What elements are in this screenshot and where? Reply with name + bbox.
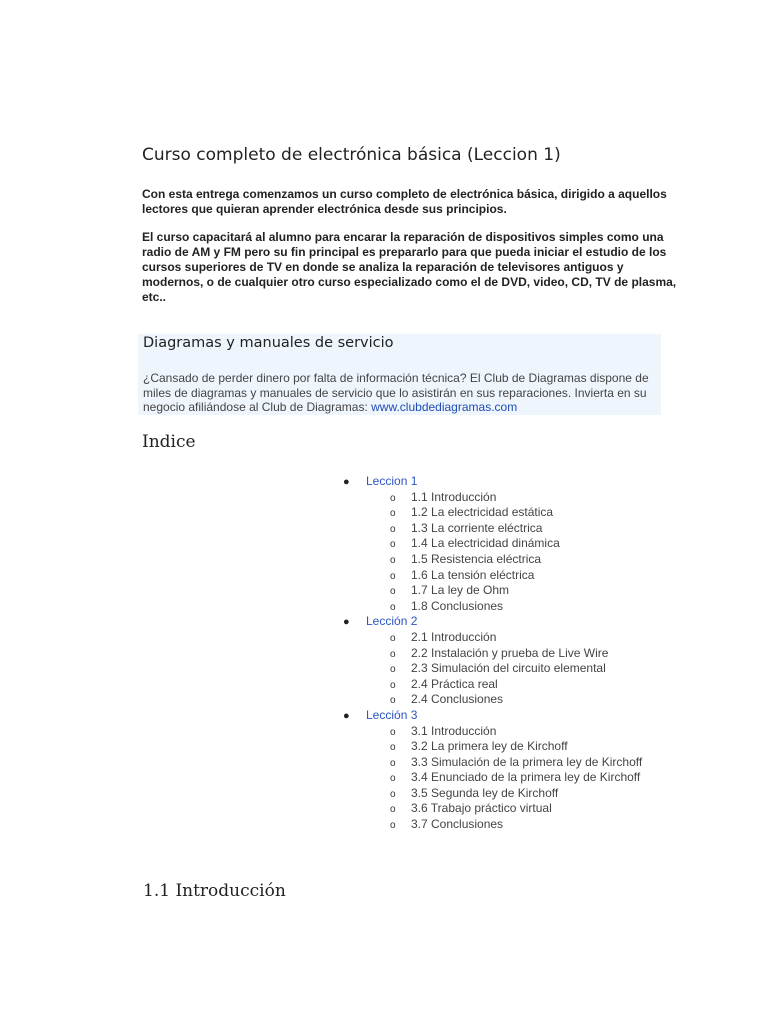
lesson-link-3[interactable]: Lección 3 [366, 707, 418, 722]
circle-bullet-icon: o [390, 632, 396, 644]
topic-item: o 3.1 Introducción [343, 724, 642, 740]
topic-item: o 3.7 Conclusiones [343, 817, 642, 833]
circle-bullet-icon: o [390, 508, 396, 520]
lesson-link-1[interactable]: Leccion 1 [366, 474, 418, 488]
ad-body: ¿Cansado de perder dinero por falta de información técnica? El Club de Diagramas dispone de miles de diagramas y manuales de servicio que lo asistirán en sus reparaciones. Invierta en su negocio afiliándose al Club de Diagramas: [143, 371, 649, 415]
disc-bullet-icon: ● [343, 476, 350, 488]
section-heading: 1.1 Introducción [143, 881, 286, 901]
circle-bullet-icon: o [390, 742, 396, 754]
circle-bullet-icon: o [390, 664, 396, 676]
scope-paragraph: El curso capacitará al alumno para encarar la reparación de dispositivos simples como una radio de AM y FM pero su fin principal es prepararlo para que pueda iniciar el estudio de los cursos superiores de TV en donde se analiza la reparación de televisores antiguos y modernos, o de cualquier otro curso especializado como el de DVD, video, CD, TV de plasma, etc.. [142, 230, 677, 304]
disc-bullet-icon: ● [343, 616, 350, 629]
circle-bullet-icon: o [390, 523, 396, 535]
club-diagramas-link[interactable]: www.clubdediagramas.com [371, 400, 518, 415]
circle-bullet-icon: o [390, 804, 396, 816]
circle-bullet-icon: o [390, 788, 396, 800]
topic-item: o 2.4 Conclusiones [343, 692, 642, 708]
topic-item: o 2.4 Práctica real [343, 677, 642, 693]
lesson-item-3 [343, 708, 642, 833]
topic-item: o 1.5 Resistencia eléctrica [343, 552, 642, 568]
topic-item: o 3.4 Enunciado de la primera ley de Kirchoff [343, 770, 642, 786]
topic-item: o 1.8 Conclusiones [343, 599, 642, 615]
topic-item: o 1.4 La electricidad dinámica [343, 536, 642, 552]
topic-item: o 2.1 Introducción [343, 630, 642, 646]
topic-item: o 3.6 Trabajo práctico virtual [343, 801, 642, 817]
topic-item: o 1.6 La tensión eléctrica [343, 568, 642, 584]
lesson-3-topics [343, 724, 642, 833]
lesson-link-2[interactable]: Lección 2 [366, 614, 418, 629]
topic-item: o 1.1 Introducción [343, 490, 642, 506]
topic-item: o 2.2 Instalación y prueba de Live Wire [343, 646, 642, 662]
lesson-2-topics [343, 630, 642, 708]
topic-item: o 1.3 La corriente eléctrica [343, 521, 642, 537]
circle-bullet-icon: o [390, 554, 396, 566]
topic-item: o 1.7 La ley de Ohm [343, 583, 642, 599]
circle-bullet-icon: o [390, 586, 396, 598]
lesson-1-topics [343, 490, 642, 615]
circle-bullet-icon: o [390, 757, 396, 769]
topic-item: o 2.3 Simulación del circuito elemental [343, 661, 642, 677]
disc-bullet-icon: ● [343, 709, 350, 722]
circle-bullet-icon: o [390, 773, 396, 785]
lesson-item-1 [343, 474, 642, 614]
page-title: Curso completo de electrónica básica (Leccion 1) [142, 145, 561, 165]
topic-item: o 3.2 La primera ley de Kirchoff [343, 739, 642, 755]
index-heading: Indice [142, 432, 196, 452]
ad-text [143, 371, 655, 415]
circle-bullet-icon: o [390, 492, 396, 504]
service-manuals-ad [138, 334, 661, 415]
intro-paragraph: Con esta entrega comenzamos un curso completo de electrónica básica, dirigido a aquellos lectores que quieran aprender electrónica desde sus principios. [142, 187, 667, 216]
circle-bullet-icon: o [390, 601, 396, 613]
circle-bullet-icon: o [390, 648, 396, 660]
topic-item: o 3.5 Segunda ley de Kirchoff [343, 786, 642, 802]
lesson-item-2 [343, 614, 642, 708]
lesson-index-list [343, 474, 642, 833]
ad-title: Diagramas y manuales de servicio [143, 335, 394, 351]
circle-bullet-icon: o [390, 679, 396, 691]
circle-bullet-icon: o [390, 820, 396, 832]
circle-bullet-icon: o [390, 695, 396, 707]
circle-bullet-icon: o [390, 539, 396, 551]
topic-item: o 3.3 Simulación de la primera ley de Kirchoff [343, 755, 642, 771]
circle-bullet-icon: o [390, 726, 396, 738]
circle-bullet-icon: o [390, 570, 396, 582]
topic-item: o 1.2 La electricidad estática [343, 505, 642, 521]
